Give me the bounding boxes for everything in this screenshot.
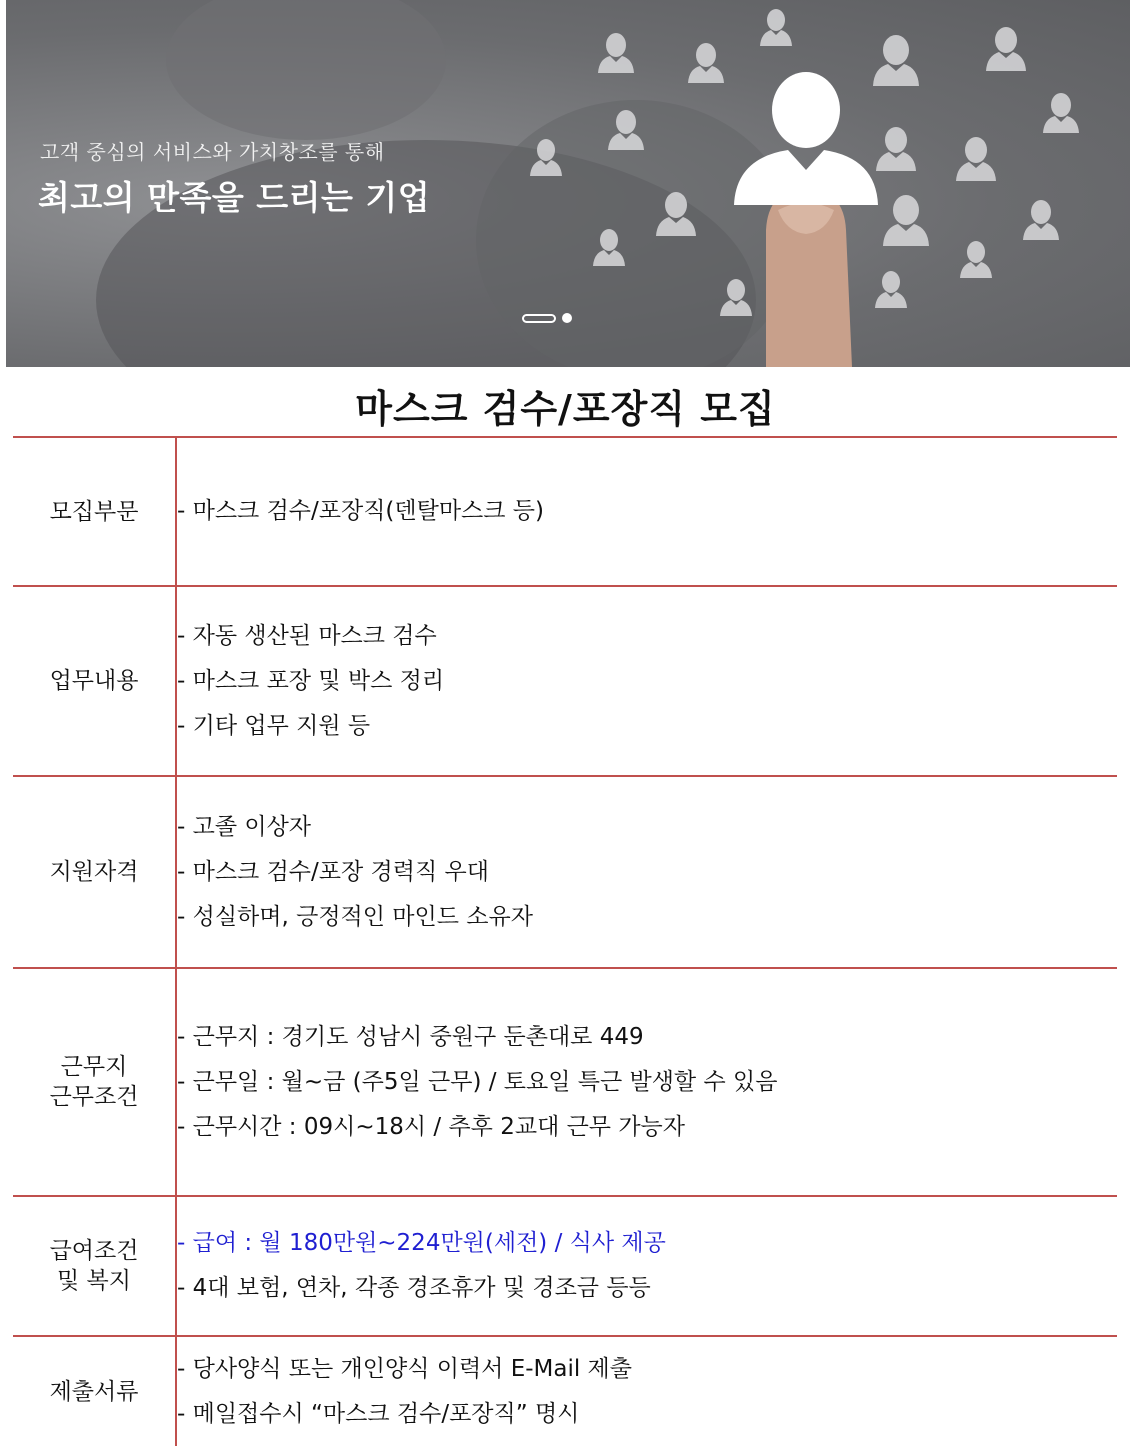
section-label bbox=[13, 1336, 176, 1446]
section-workplace bbox=[13, 968, 1117, 1196]
salary-highlight: - 급여 : 월 180만원~224만원(세전) / 식사 제공 bbox=[177, 1230, 666, 1256]
section-content bbox=[176, 437, 1117, 586]
section-content bbox=[176, 1336, 1117, 1446]
label-line: 업무내용 bbox=[49, 668, 139, 694]
banner-headline: 최고의 만족을 드리는 기업 bbox=[38, 178, 431, 217]
job-info-table bbox=[13, 436, 1117, 1446]
list-item: - 마스크 포장 및 박스 정리 bbox=[177, 667, 445, 694]
section-salary bbox=[13, 1196, 1117, 1336]
list-item: - 메일접수시 “마스크 검수/포장직” 명시 bbox=[177, 1400, 580, 1427]
list-item: - 성실하며, 긍정적인 마인드 소유자 bbox=[177, 903, 533, 930]
list-item: - 고졸 이상자 bbox=[177, 813, 312, 840]
section-qualifications bbox=[13, 776, 1117, 968]
hero-banner bbox=[6, 0, 1130, 367]
list-item: - 기타 업무 지원 등 bbox=[177, 712, 371, 739]
carousel-dot-active[interactable] bbox=[522, 314, 556, 323]
list-item: - 근무일 : 월~금 (주5일 근무) / 토요일 특근 발생할 수 있음 bbox=[177, 1068, 778, 1095]
list-item: - 근무지 : 경기도 성남시 중원구 둔촌대로 449 bbox=[177, 1023, 644, 1050]
list-item: - 마스크 검수/포장직(덴탈마스크 등) bbox=[177, 498, 544, 524]
section-label bbox=[13, 1196, 176, 1336]
section-documents bbox=[13, 1336, 1117, 1446]
section-content bbox=[176, 1196, 1117, 1336]
label-line: 지원자격 bbox=[49, 859, 139, 885]
section-recruit-field bbox=[13, 437, 1117, 586]
list-item: - 당사양식 또는 개인양식 이력서 E-Mail 제출 bbox=[177, 1355, 632, 1382]
section-label bbox=[13, 968, 176, 1196]
label-line: 근무조건 bbox=[49, 1084, 139, 1110]
list-item: - 자동 생산된 마스크 검수 bbox=[177, 622, 437, 649]
section-label bbox=[13, 776, 176, 968]
page-title: 마스크 검수/포장직 모집 bbox=[355, 387, 776, 431]
carousel-dot[interactable] bbox=[562, 313, 572, 323]
banner-subtitle: 고객 중심의 서비스와 가치창조를 통해 bbox=[40, 140, 385, 164]
section-label bbox=[13, 437, 176, 586]
section-content bbox=[176, 586, 1117, 776]
label-line: 및 복지 bbox=[57, 1268, 131, 1294]
label-line: 모집부문 bbox=[49, 498, 139, 525]
label-line: 근무지 bbox=[60, 1054, 128, 1080]
section-content bbox=[176, 776, 1117, 968]
carousel-indicators bbox=[522, 311, 572, 325]
list-item: - 4대 보험, 연차, 각종 경조휴가 및 경조금 등등 bbox=[177, 1275, 651, 1301]
label-line: 제출서류 bbox=[49, 1378, 139, 1405]
section-label bbox=[13, 586, 176, 776]
list-item: - 마스크 검수/포장 경력직 우대 bbox=[177, 858, 489, 885]
label-line: 급여조건 bbox=[49, 1238, 139, 1264]
list-item: - 근무시간 : 09시~18시 / 추후 2교대 근무 가능자 bbox=[177, 1113, 685, 1140]
section-duties bbox=[13, 586, 1117, 776]
section-content bbox=[176, 968, 1117, 1196]
